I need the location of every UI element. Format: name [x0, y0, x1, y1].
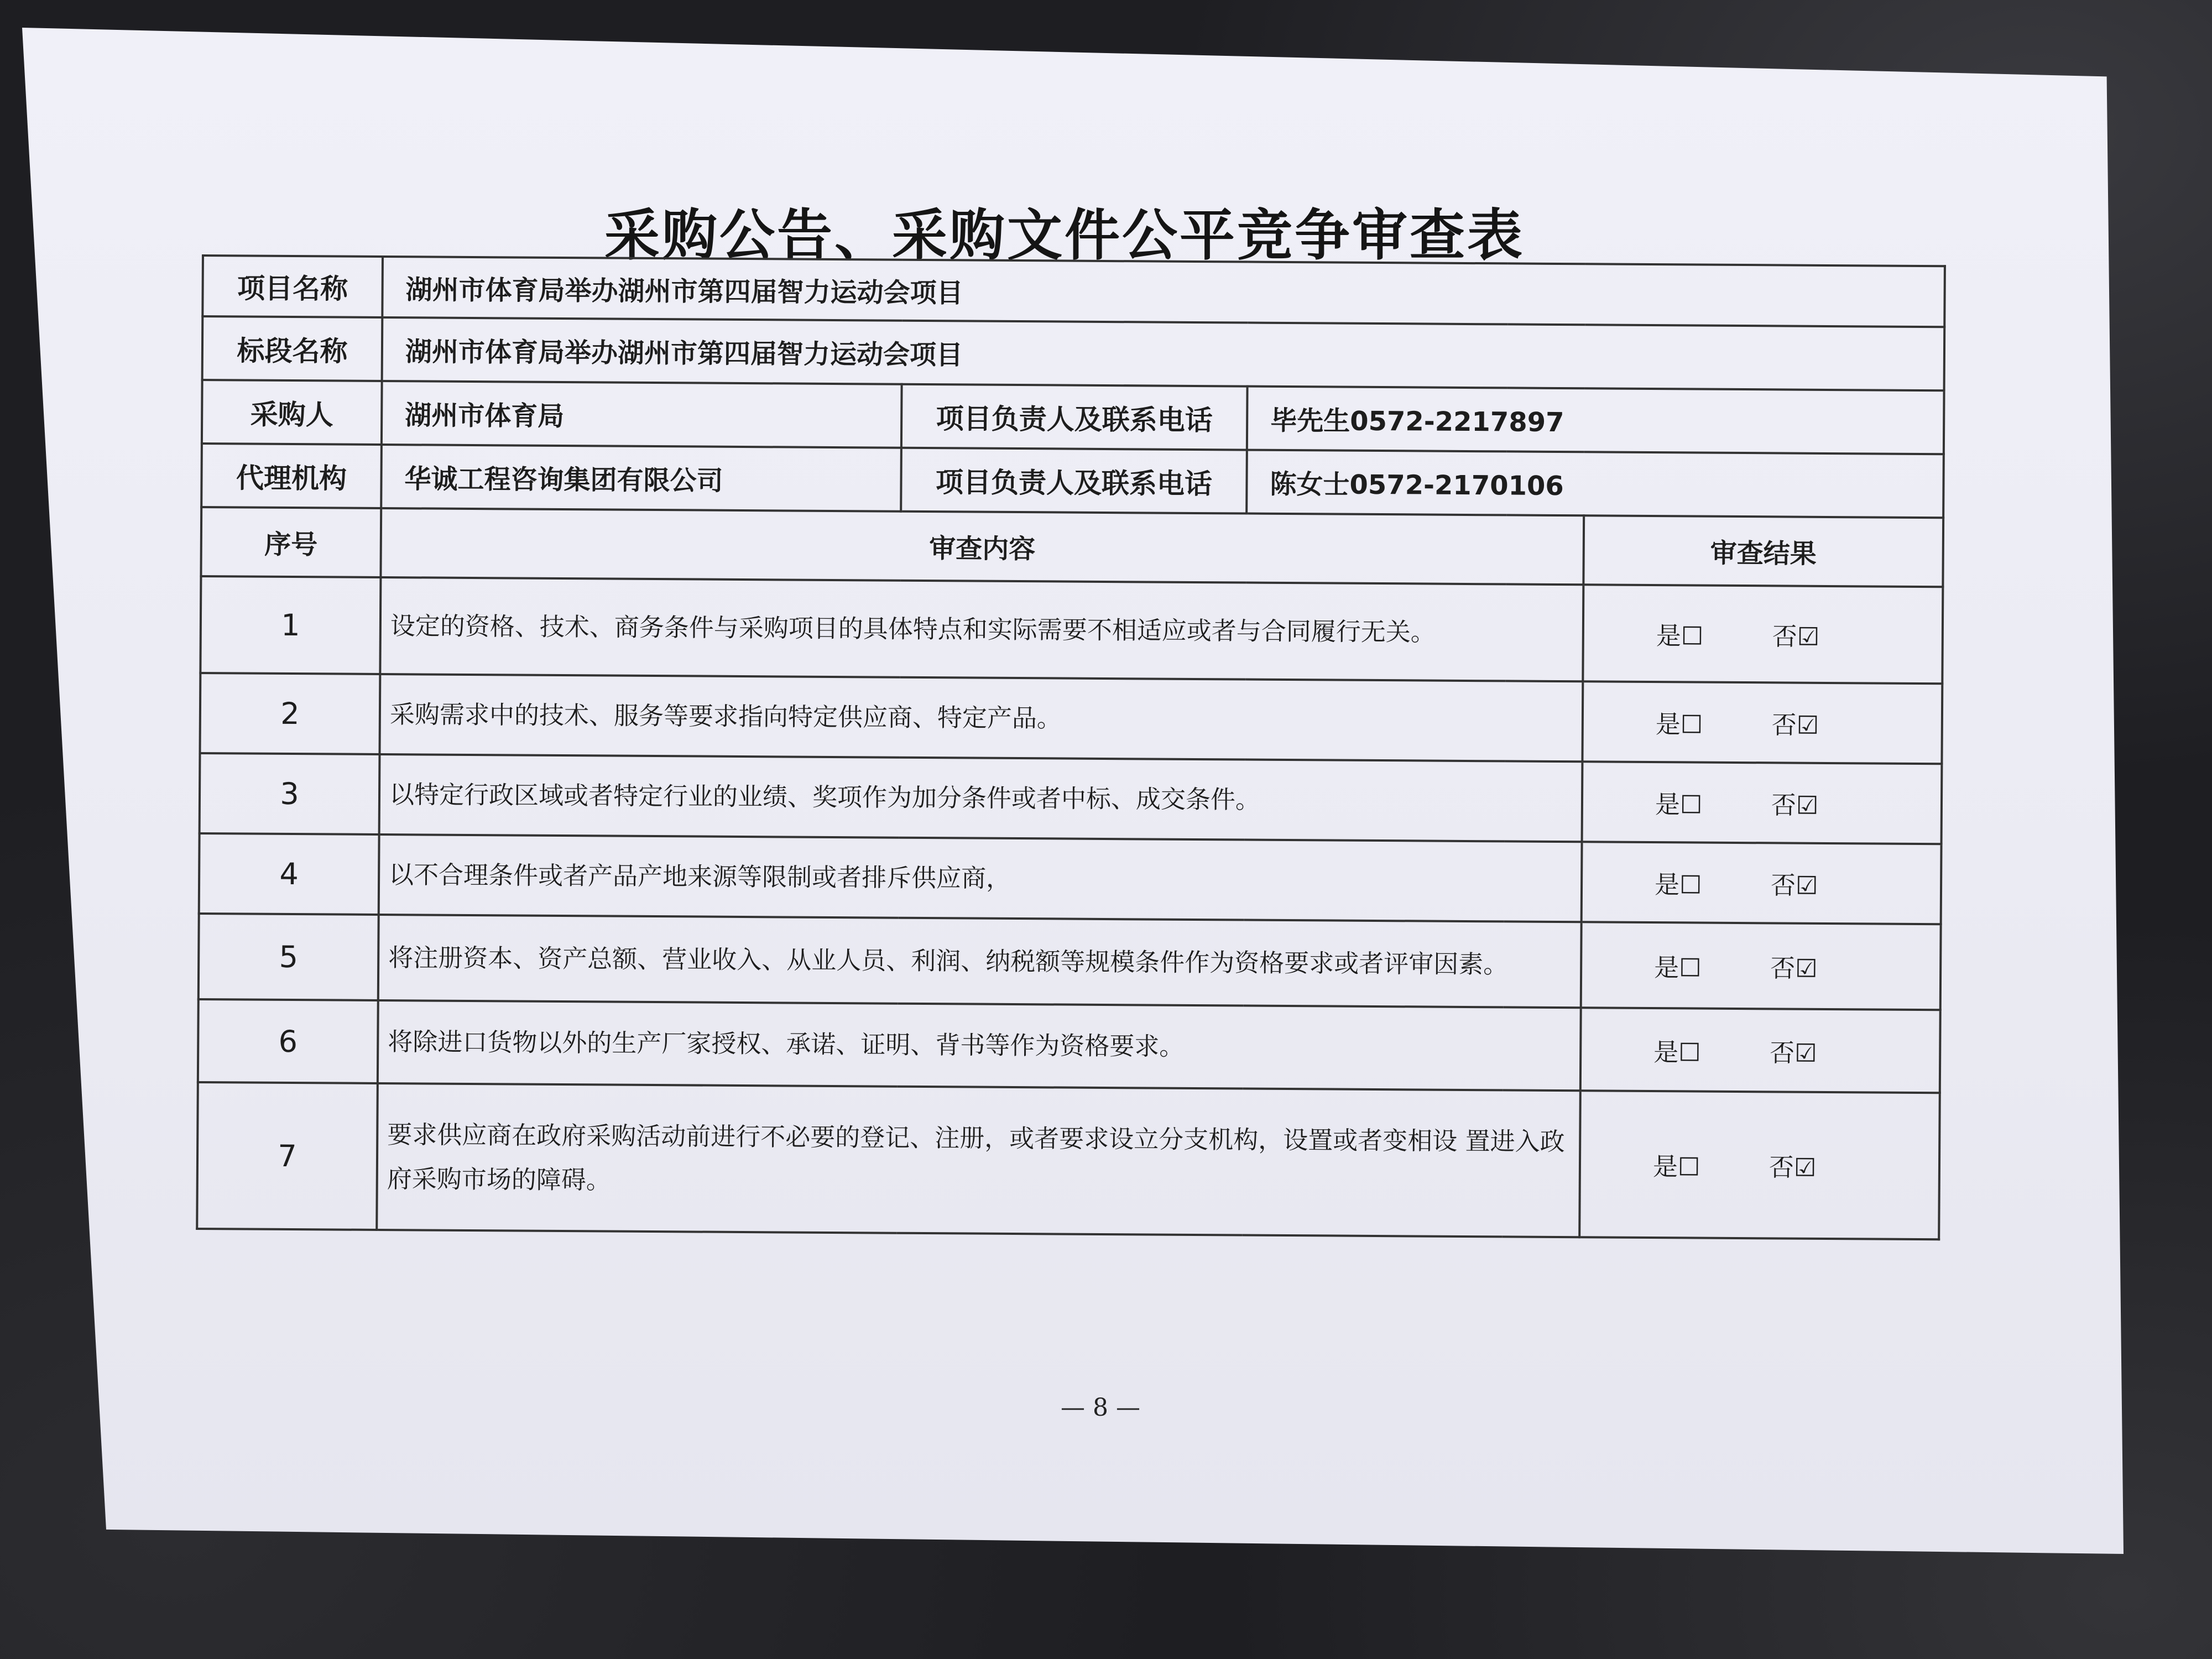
no-checkbox: 否☑: [1772, 622, 1820, 651]
row-content: 以特定行政区域或者特定行业的业绩、奖项作为加分条件或者中标、成交条件。: [379, 754, 1583, 842]
row-result: [1581, 922, 1941, 1010]
agency-value: 华诚工程咨询集团有限公司: [381, 445, 901, 512]
no-checkbox: 否☑: [1768, 1152, 1817, 1182]
review-header-row: [201, 507, 1943, 587]
no-checkbox: 否☑: [1770, 870, 1818, 900]
review-form-table: [196, 254, 1946, 1240]
row-content: 以不合理条件或者产品产地来源等限制或者排斥供应商，: [379, 834, 1582, 922]
yes-checkbox: 是☐: [1655, 709, 1703, 739]
no-checkbox: 否☑: [1771, 790, 1819, 820]
purchaser-row: [202, 380, 1944, 454]
agency-row: [201, 444, 1944, 518]
project-name-row: [202, 255, 1945, 327]
row-number: 6: [198, 999, 378, 1083]
row-number: 7: [197, 1082, 378, 1230]
table-row: [200, 673, 1942, 764]
row-number: 1: [200, 576, 380, 674]
yes-checkbox: 是☐: [1656, 621, 1704, 651]
table-row: [199, 833, 1942, 924]
yes-checkbox: 是☐: [1654, 953, 1702, 983]
no-checkbox: 否☑: [1770, 1037, 1817, 1068]
yes-checkbox: 是☐: [1653, 1037, 1701, 1067]
row-content: 设定的资格、技术、商务条件与采购项目的具体特点和实际需要不相适应或者与合同履行无关。: [380, 577, 1583, 681]
table-row: [200, 753, 1942, 844]
row-content: 采购需求中的技术、服务等要求指向特定供应商、特定产品。: [379, 674, 1583, 761]
row-result: [1580, 1008, 1940, 1093]
col-header-content: 审查内容: [380, 508, 1584, 585]
purchaser-contact-value: 毕先生0572-2217897: [1247, 387, 1944, 455]
agency-contact-value: 陈女士0572-2170106: [1246, 450, 1944, 518]
yes-checkbox: 是☐: [1655, 790, 1703, 820]
row-result: [1583, 585, 1943, 684]
table-row: [197, 1082, 1940, 1239]
table-row: [198, 999, 1940, 1093]
col-header-no: 序号: [201, 507, 381, 577]
section-name-label: 标段名称: [202, 316, 383, 381]
table-row: [200, 576, 1943, 684]
project-name-value: 湖州市体育局举办湖州市第四届智力运动会项目: [382, 257, 1945, 327]
project-name-label: 项目名称: [202, 255, 383, 317]
agency-label: 代理机构: [201, 444, 382, 508]
row-result: [1579, 1091, 1940, 1239]
page-title: 采购公告、采购文件公平竞争审查表: [604, 202, 1525, 268]
row-content: 将注册资本、资产总额、营业收入、从业人员、利润、纳税额等规模条件作为资格要求或者评审因素。: [378, 915, 1582, 1008]
yes-checkbox: 是☐: [1654, 870, 1702, 900]
purchaser-value: 湖州市体育局: [382, 381, 902, 448]
row-result: [1582, 842, 1942, 924]
row-number: 5: [199, 914, 379, 1000]
no-checkbox: 否☑: [1770, 953, 1818, 983]
purchaser-contact-label: 项目负责人及联系电话: [901, 384, 1248, 450]
row-number: 4: [199, 833, 379, 915]
row-result: [1582, 761, 1942, 844]
row-number: 2: [200, 673, 380, 754]
purchaser-label: 采购人: [202, 380, 382, 445]
agency-contact-label: 项目负责人及联系电话: [901, 448, 1247, 514]
row-content: 将除进口货物以外的生产厂家授权、承诺、证明、背书等作为资格要求。: [378, 1000, 1581, 1091]
row-result: [1582, 681, 1942, 764]
section-name-value: 湖州市体育局举办湖州市第四届智力运动会项目: [382, 317, 1945, 390]
page-number: — 8 —: [1061, 1394, 1140, 1422]
row-number: 3: [200, 753, 380, 834]
row-content: 要求供应商在政府采购活动前进行不必要的登记、注册，或者要求设立分支机构，设置或者变相设 置进入政府采购市场的障碍。: [377, 1083, 1580, 1237]
table-row: [199, 914, 1941, 1010]
yes-checkbox: 是☐: [1652, 1152, 1700, 1182]
no-checkbox: 否☑: [1771, 710, 1819, 740]
section-name-row: [202, 316, 1945, 390]
col-header-result: 审查结果: [1583, 515, 1943, 587]
